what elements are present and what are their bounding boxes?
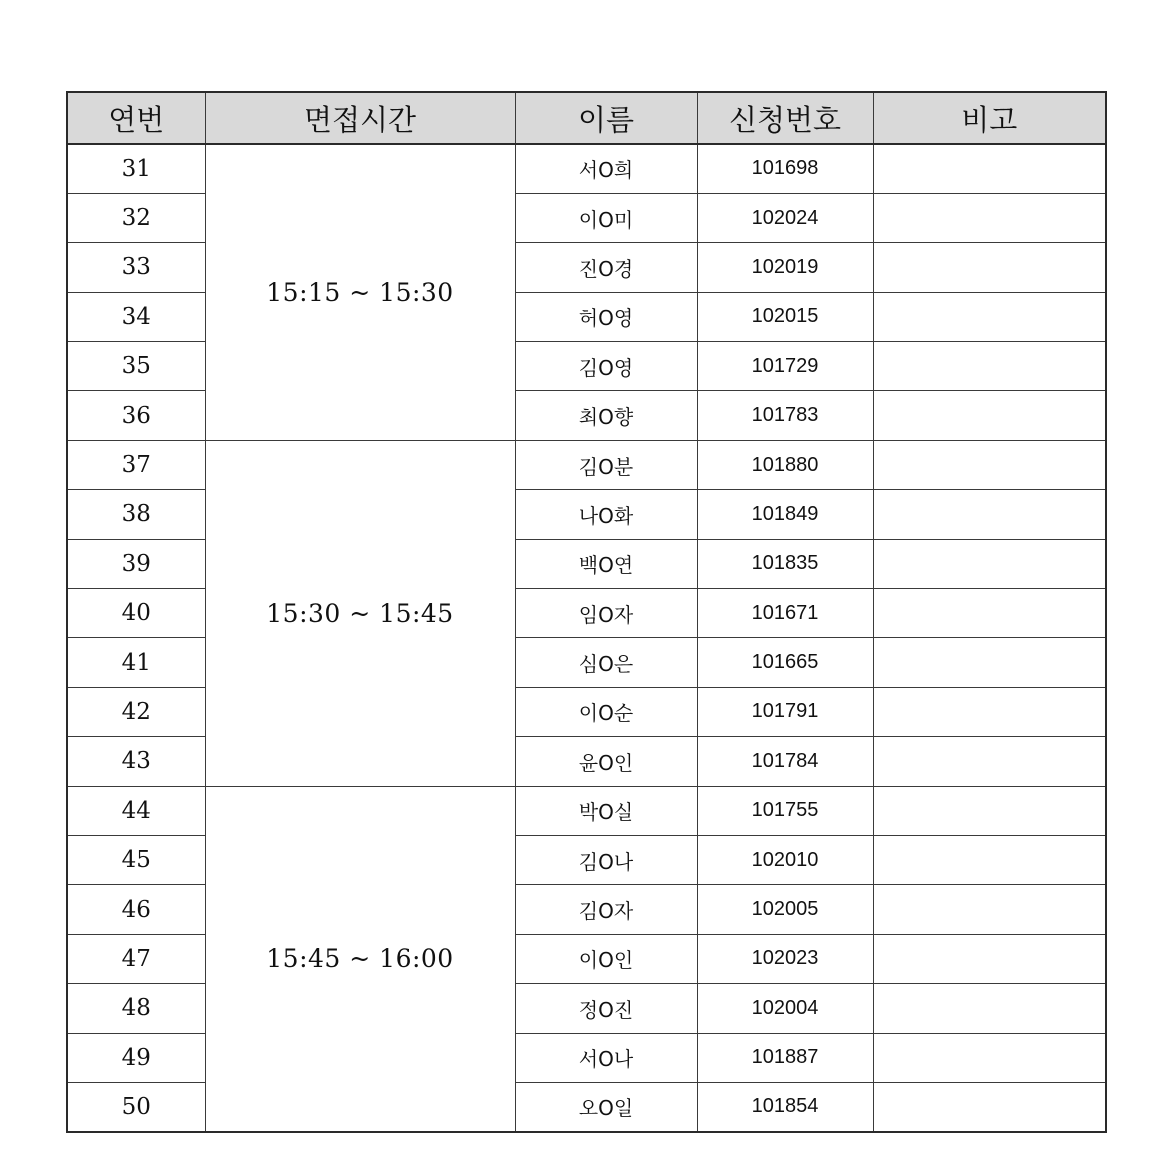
serial-cell: 47 (67, 934, 205, 983)
name-cell: 서O나 (515, 1033, 697, 1082)
name-cell: 심O은 (515, 638, 697, 687)
application-number-cell: 101784 (697, 737, 873, 786)
name-cell: 백O연 (515, 539, 697, 588)
header-name: 이름 (515, 92, 697, 144)
serial-cell: 41 (67, 638, 205, 687)
header-row (67, 92, 1106, 144)
name-cell: 김O분 (515, 440, 697, 489)
serial-cell: 44 (67, 786, 205, 835)
application-number-cell: 101854 (697, 1082, 873, 1131)
name-cell: 정O진 (515, 984, 697, 1033)
serial-cell: 38 (67, 490, 205, 539)
remarks-cell (873, 638, 1106, 687)
remarks-cell (873, 243, 1106, 292)
interview-schedule-table (66, 91, 1107, 1133)
table-header (67, 92, 1106, 144)
serial-cell: 42 (67, 687, 205, 736)
serial-cell: 32 (67, 193, 205, 242)
application-number-cell: 101880 (697, 440, 873, 489)
application-number-cell: 102004 (697, 984, 873, 1033)
application-number-cell: 102005 (697, 885, 873, 934)
serial-cell: 37 (67, 440, 205, 489)
serial-cell: 31 (67, 144, 205, 193)
serial-cell: 46 (67, 885, 205, 934)
serial-cell: 40 (67, 589, 205, 638)
table-row (67, 440, 1106, 489)
name-cell: 나O화 (515, 490, 697, 539)
application-number-cell: 101791 (697, 687, 873, 736)
table-body (67, 144, 1106, 1132)
remarks-cell (873, 885, 1106, 934)
remarks-cell (873, 144, 1106, 193)
name-cell: 이O미 (515, 193, 697, 242)
remarks-cell (873, 193, 1106, 242)
header-serial: 연번 (67, 92, 205, 144)
serial-cell: 39 (67, 539, 205, 588)
serial-cell: 50 (67, 1082, 205, 1131)
serial-cell: 43 (67, 737, 205, 786)
remarks-cell (873, 687, 1106, 736)
table-row (67, 144, 1106, 193)
application-number-cell: 102024 (697, 193, 873, 242)
serial-cell: 34 (67, 292, 205, 341)
name-cell: 임O자 (515, 589, 697, 638)
name-cell: 김O영 (515, 342, 697, 391)
remarks-cell (873, 589, 1106, 638)
remarks-cell (873, 440, 1106, 489)
application-number-cell: 102019 (697, 243, 873, 292)
application-number-cell: 101665 (697, 638, 873, 687)
serial-cell: 33 (67, 243, 205, 292)
name-cell: 김O자 (515, 885, 697, 934)
remarks-cell (873, 490, 1106, 539)
remarks-cell (873, 786, 1106, 835)
remarks-cell (873, 292, 1106, 341)
interview-time-cell: 15:45 ~ 16:00 (205, 786, 515, 1132)
application-number-cell: 102023 (697, 934, 873, 983)
remarks-cell (873, 984, 1106, 1033)
remarks-cell (873, 539, 1106, 588)
application-number-cell: 102015 (697, 292, 873, 341)
remarks-cell (873, 1033, 1106, 1082)
application-number-cell: 101698 (697, 144, 873, 193)
remarks-cell (873, 934, 1106, 983)
name-cell: 최O향 (515, 391, 697, 440)
name-cell: 윤O인 (515, 737, 697, 786)
application-number-cell: 101755 (697, 786, 873, 835)
application-number-cell: 101849 (697, 490, 873, 539)
remarks-cell (873, 1082, 1106, 1131)
application-number-cell: 101729 (697, 342, 873, 391)
serial-cell: 49 (67, 1033, 205, 1082)
serial-cell: 48 (67, 984, 205, 1033)
interview-time-cell: 15:15 ~ 15:30 (205, 144, 515, 440)
application-number-cell: 101835 (697, 539, 873, 588)
name-cell: 이O인 (515, 934, 697, 983)
remarks-cell (873, 342, 1106, 391)
name-cell: 오O일 (515, 1082, 697, 1131)
application-number-cell: 102010 (697, 835, 873, 884)
name-cell: 박O실 (515, 786, 697, 835)
header-remarks: 비고 (873, 92, 1106, 144)
header-interview-time: 면접시간 (205, 92, 515, 144)
name-cell: 허O영 (515, 292, 697, 341)
interview-time-cell: 15:30 ~ 15:45 (205, 440, 515, 786)
remarks-cell (873, 391, 1106, 440)
remarks-cell (873, 737, 1106, 786)
serial-cell: 36 (67, 391, 205, 440)
name-cell: 진O경 (515, 243, 697, 292)
serial-cell: 35 (67, 342, 205, 391)
application-number-cell: 101671 (697, 589, 873, 638)
name-cell: 이O순 (515, 687, 697, 736)
application-number-cell: 101887 (697, 1033, 873, 1082)
name-cell: 서O희 (515, 144, 697, 193)
table-row (67, 786, 1106, 835)
application-number-cell: 101783 (697, 391, 873, 440)
header-application-number: 신청번호 (697, 92, 873, 144)
remarks-cell (873, 835, 1106, 884)
name-cell: 김O나 (515, 835, 697, 884)
serial-cell: 45 (67, 835, 205, 884)
